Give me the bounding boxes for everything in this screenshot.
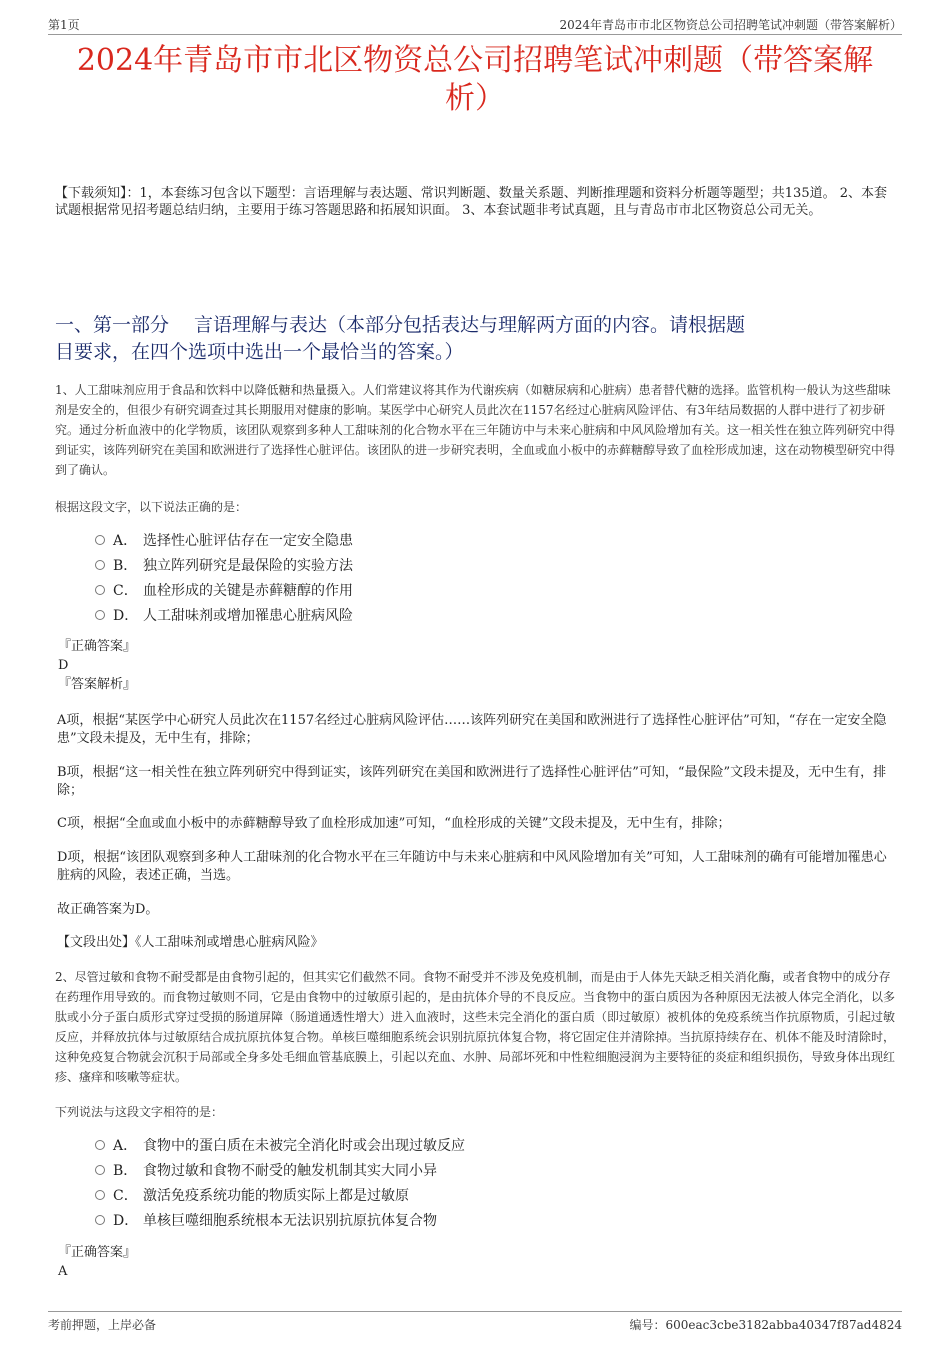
question-1-option-d[interactable]: D． 人工甜味剂或增加罹患心脏病风险 (95, 604, 353, 629)
page-title-line2: 析） (445, 81, 505, 116)
analysis-d: D项，根据“该团队观察到多种人工甜味剂的化合物水平在三年随访中与未来心脏病和中风风险增加有关”可知，人工甜味剂的确有可能增加罹患心脏病的风险，表述正确，当选。 (57, 850, 887, 883)
question-1-answer (58, 637, 136, 694)
radio-icon[interactable] (95, 560, 105, 570)
page-title (40, 42, 910, 118)
answer-label: 『正确答案』 (58, 639, 137, 654)
answer-label: 『正确答案』 (58, 1245, 137, 1260)
question-1-options (95, 529, 353, 629)
question-2-stem: 2、尽管过敏和食物不耐受都是由食物引起的，但其实它们截然不同。食物不耐受并不涉及免疫机制，而是由于人体先天缺乏相关消化酶，或者食物中的成分存在药理作用导致的。而食物过敏则不同，它是由食物中的过敏原引起的，是由抗体介导的不良反应。当食物中的蛋白质因为各种原因无法被人体完全消化，以多肽或小分子蛋白质形式穿过受损的肠道屏障（肠道通透性增大）进入血液时，这些未完全消化的蛋白质（即过敏原）被机体的免疫系统当作抗原物质，引起过敏反应，并释放抗体与过敏原结合成抗原抗体复合物。单核巨噬细胞系统会识别抗原抗体复合物，将它固定住并清除掉。当抗原持续存在、机体不能及时清除时，这种免疫复合物就会沉积于局部或全身多处毛细血管基底膜上，引起以充血、水肿、局部坏死和中性粒细胞浸润为主要特征的炎症和组织损伤，导致身体出现红疹、瘙痒和咳嗽等症状。 (55, 970, 896, 1084)
question-2-option-c[interactable]: C． 激活免疫系统功能的物质实际上都是过敏原 (95, 1184, 465, 1209)
section-heading-line1: 一、第一部分 言语理解与表达（本部分包括表达与理解两方面的内容。请根据题 (55, 314, 746, 336)
question-1-lead: 根据这段文字，以下说法正确的是： (55, 500, 248, 514)
radio-icon[interactable] (95, 1215, 105, 1225)
analysis-b: B项，根据“这一相关性在独立阵列研究中得到证实，该阵列研究在美国和欧洲进行了选择性心脏评估”可知，“最保险”文段未提及，无中生有，排除； (57, 765, 887, 798)
analysis-label: 『答案解析』 (58, 677, 137, 692)
question-1-stem: 1、人工甜味剂应用于食品和饮料中以降低糖和热量摄入。人们常建议将其作为代谢疾病（如糖尿病和心脏病）患者替代糖的选择。监管机构一般认为这些甜味剂是安全的，但很少有研究调查过其长期服用对健康的影响。某医学中心研究人员此次在1157名经过心脏病风险评估、有3年结局数据的人群中进行了初步研究。通过分析血液中的化学物质，该团队观察到多种人工甜味剂的化合物水平在三年随访中与未来心脏病和中风风险增加有关。这一相关性在独立阵列研究中得到证实，该阵列研究在美国和欧洲进行了选择性心脏评估。该团队的进一步研究表明，全血或血小板中的赤藓糖醇导致了血栓形成加速，这在动物模型研究中得到了确认。 (55, 383, 896, 477)
page-header (48, 14, 902, 35)
question-1-option-a[interactable]: A． 选择性心脏评估存在一定安全隐患 (95, 529, 353, 554)
question-2-option-b[interactable]: B． 食物过敏和食物不耐受的触发机制其实大同小异 (95, 1159, 465, 1184)
radio-icon[interactable] (95, 1140, 105, 1150)
footer-serial: 编号：600eac3cbe3182abba40347f87ad4824 (629, 1318, 902, 1332)
analysis-c: C项，根据“全血或血小板中的赤藓糖醇导致了血栓形成加速”可知，“血栓形成的关键”文段未提及，无中生有，排除； (57, 816, 731, 831)
analysis-a: A项，根据“某医学中心研究人员此次在1157名经过心脏病风险评估……该阵列研究在美国和欧洲进行了选择性心脏评估”可知，“存在一定安全隐患”文段未提及，无中生有，排除； (57, 713, 887, 746)
question-1-option-c[interactable]: C． 血栓形成的关键是赤藓糖醇的作用 (95, 579, 353, 604)
radio-icon[interactable] (95, 535, 105, 545)
answer-value: D (58, 658, 69, 673)
page-title-line1: 2024年青岛市市北区物资总公司招聘笔试冲刺题（带答案解 (76, 43, 874, 78)
header-doc-title: 2024年青岛市市北区物资总公司招聘笔试冲刺题（带答案解析） (559, 18, 902, 32)
analysis-source: 【文段出处】《人工甜味剂或增患心脏病风险》 (57, 935, 324, 950)
question-2-options (95, 1134, 465, 1234)
question-2-answer (58, 1243, 136, 1281)
radio-icon[interactable] (95, 585, 105, 595)
question-2-option-a[interactable]: A． 食物中的蛋白质在未被完全消化时或会出现过敏反应 (95, 1134, 465, 1159)
question-2-lead: 下列说法与这段文字相符的是： (55, 1105, 224, 1119)
download-notice: 【下载须知】：1，本套练习包含以下题型：言语理解与表达题、常识判断题、数量关系题、判断推理题和资料分析题等题型；共135道。 2、本套试题根据常见招考题总结归纳，主要用于练习答题思路和拓展知识面。 3、本套试题非考试真题，且与青岛市市北区物资总公司无关。 (55, 186, 887, 218)
radio-icon[interactable] (95, 1165, 105, 1175)
page-number: 第1页 (48, 18, 80, 32)
footer-slogan: 考前押题，上岸必备 (48, 1318, 157, 1332)
section-heading (55, 312, 910, 366)
answer-value: A (58, 1264, 68, 1279)
analysis-conclusion: 故正确答案为D。 (57, 902, 159, 917)
page-footer (48, 1311, 902, 1332)
question-2-option-d[interactable]: D． 单核巨噬细胞系统根本无法识别抗原抗体复合物 (95, 1209, 465, 1234)
question-1-option-b[interactable]: B． 独立阵列研究是最保险的实验方法 (95, 554, 353, 579)
section-heading-line2: 目要求，在四个选项中选出一个最恰当的答案。） (55, 341, 464, 363)
radio-icon[interactable] (95, 610, 105, 620)
radio-icon[interactable] (95, 1190, 105, 1200)
